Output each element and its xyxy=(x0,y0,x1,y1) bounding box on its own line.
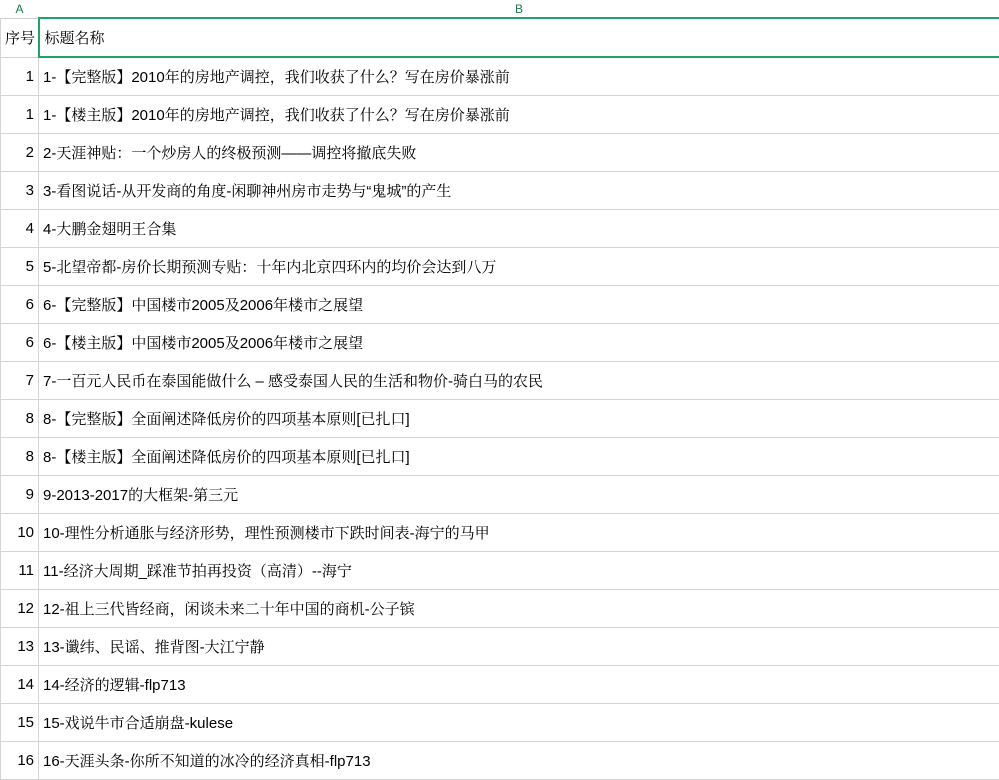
row-title-cell[interactable]: 9-2013-2017的大框架-第三元 xyxy=(39,476,999,514)
row-title-cell[interactable]: 14-经济的逻辑-flp713 xyxy=(39,666,999,704)
row-index-cell[interactable]: 12 xyxy=(1,590,39,628)
row-title-cell[interactable]: 11-经济大周期_踩准节拍再投资（高清）--海宁 xyxy=(39,552,999,590)
row-index-cell[interactable]: 16 xyxy=(1,742,39,780)
row-index-cell[interactable]: 11 xyxy=(1,552,39,590)
table-row xyxy=(1,172,999,210)
row-title-cell[interactable]: 16-天涯头条-你所不知道的冰冷的经济真相-flp713 xyxy=(39,742,999,780)
table-row xyxy=(1,590,999,628)
row-index-cell[interactable]: 10 xyxy=(1,514,39,552)
table-row xyxy=(1,248,999,286)
table-row xyxy=(1,362,999,400)
row-index-cell[interactable]: 8 xyxy=(1,400,39,438)
row-title-cell[interactable]: 8-【完整版】全面阐述降低房价的四项基本原则[已扎口] xyxy=(39,400,999,438)
row-index-cell[interactable]: 9 xyxy=(1,476,39,514)
table-row xyxy=(1,324,999,362)
table-row xyxy=(1,742,999,780)
table-row xyxy=(1,96,999,134)
row-index-cell[interactable]: 5 xyxy=(1,248,39,286)
row-index-cell[interactable]: 1 xyxy=(1,96,39,134)
row-title-cell[interactable]: 6-【完整版】中国楼市2005及2006年楼市之展望 xyxy=(39,286,999,324)
cell-a1[interactable]: 序号 xyxy=(1,18,39,57)
row-index-cell[interactable]: 2 xyxy=(1,134,39,172)
row-index-cell[interactable]: 1 xyxy=(1,57,39,96)
table-row xyxy=(1,628,999,666)
column-header-b[interactable]: B xyxy=(39,0,999,18)
table-row xyxy=(1,438,999,476)
row-title-cell[interactable]: 15-戏说牛市合适崩盘-kulese xyxy=(39,704,999,742)
row-title-cell[interactable]: 13-谶纬、民谣、推背图-大江宁静 xyxy=(39,628,999,666)
table-row xyxy=(1,666,999,704)
row-index-cell[interactable]: 8 xyxy=(1,438,39,476)
table-row xyxy=(1,210,999,248)
row-index-cell[interactable]: 6 xyxy=(1,324,39,362)
table-row xyxy=(1,400,999,438)
row-title-cell[interactable]: 8-【楼主版】全面阐述降低房价的四项基本原则[已扎口] xyxy=(39,438,999,476)
row-index-cell[interactable]: 14 xyxy=(1,666,39,704)
table-row xyxy=(1,704,999,742)
row-index-cell[interactable]: 7 xyxy=(1,362,39,400)
row-index-cell[interactable]: 4 xyxy=(1,210,39,248)
row-title-cell[interactable]: 5-北望帝都-房价长期预测专贴：十年内北京四环内的均价会达到八万 xyxy=(39,248,999,286)
table-row xyxy=(1,134,999,172)
column-header-a[interactable]: A xyxy=(1,0,39,18)
row-title-cell[interactable]: 1-【完整版】2010年的房地产调控，我们收获了什么？写在房价暴涨前 xyxy=(39,57,999,96)
cell-b1-active[interactable]: 标题名称 xyxy=(39,18,999,57)
table-header-row xyxy=(1,18,999,57)
row-index-cell[interactable]: 3 xyxy=(1,172,39,210)
row-index-cell[interactable]: 15 xyxy=(1,704,39,742)
row-title-cell[interactable]: 7-一百元人民币在泰国能做什么 – 感受泰国人民的生活和物价-骑白马的农民 xyxy=(39,362,999,400)
row-title-cell[interactable]: 3-看图说话-从开发商的角度-闲聊神州房市走势与“鬼城”的产生 xyxy=(39,172,999,210)
table-row xyxy=(1,552,999,590)
row-title-cell[interactable]: 4-大鹏金翅明王合集 xyxy=(39,210,999,248)
row-title-cell[interactable]: 1-【楼主版】2010年的房地产调控，我们收获了什么？写在房价暴涨前 xyxy=(39,96,999,134)
row-index-cell[interactable]: 6 xyxy=(1,286,39,324)
table-row xyxy=(1,57,999,96)
table-row xyxy=(1,286,999,324)
column-header-row xyxy=(1,0,999,18)
row-title-cell[interactable]: 10-理性分析通胀与经济形势，理性预测楼市下跌时间表-海宁的马甲 xyxy=(39,514,999,552)
row-title-cell[interactable]: 6-【楼主版】中国楼市2005及2006年楼市之展望 xyxy=(39,324,999,362)
row-title-cell[interactable]: 12-祖上三代皆经商，闲谈未来二十年中国的商机-公子镔 xyxy=(39,590,999,628)
row-title-cell[interactable]: 2-天涯神贴：一个炒房人的终极预测——调控将撤底失败 xyxy=(39,134,999,172)
row-index-cell[interactable]: 13 xyxy=(1,628,39,666)
table-row xyxy=(1,514,999,552)
table-row xyxy=(1,476,999,514)
